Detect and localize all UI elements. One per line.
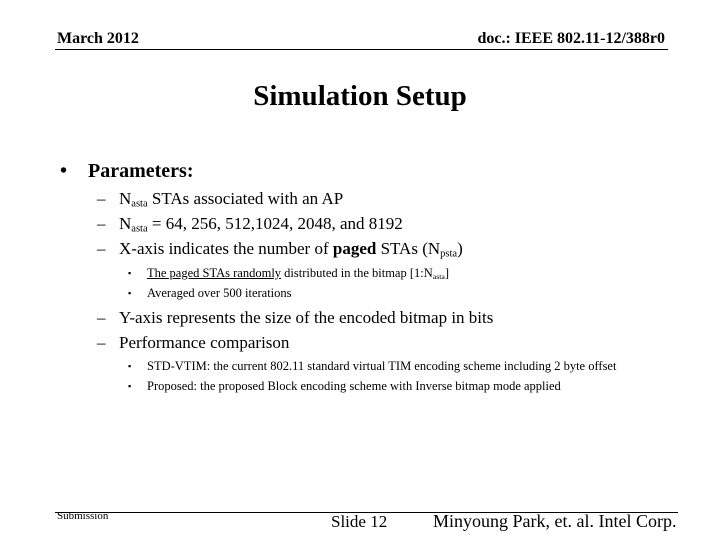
header-rule bbox=[55, 49, 668, 50]
text: Y-axis represents the size of the encoded bitmap in bits bbox=[119, 308, 494, 327]
dash-marker: – bbox=[97, 189, 106, 208]
subsub-item-random-distribution bbox=[128, 266, 449, 281]
text: ) bbox=[457, 239, 463, 258]
text: distributed in the bitmap [1:N bbox=[281, 266, 433, 280]
bold-text: paged bbox=[332, 239, 377, 258]
square-bullet-marker: ▪ bbox=[128, 361, 132, 371]
bullet-label: Parameters: bbox=[88, 160, 194, 182]
text: = 64, 256, 512,1024, 2048, and 8192 bbox=[147, 214, 403, 233]
text: Proposed: the proposed Block encoding scheme with Inverse bitmap mode applied bbox=[147, 379, 561, 393]
bullet-marker: • bbox=[60, 160, 68, 182]
footer-submission: Submission bbox=[57, 510, 109, 522]
text: X-axis indicates the number of bbox=[119, 239, 333, 258]
symbol-n: N bbox=[119, 214, 132, 233]
square-bullet-marker: ▪ bbox=[128, 288, 132, 298]
footer-slide-number: Slide 12 bbox=[331, 512, 388, 531]
subsub-item-std-vtim bbox=[128, 359, 616, 374]
subscript: asta bbox=[131, 223, 148, 235]
header-doc-id: doc.: IEEE 802.11-12/388r0 bbox=[477, 30, 665, 47]
sub-item-y-axis bbox=[97, 308, 493, 328]
subscript: asta bbox=[432, 271, 445, 281]
header-date: March 2012 bbox=[57, 30, 139, 47]
text: ] bbox=[444, 266, 449, 280]
dash-marker: – bbox=[97, 333, 106, 352]
text: STAs associated with an AP bbox=[147, 189, 344, 208]
symbol-n: N bbox=[119, 189, 132, 208]
subscript: asta bbox=[131, 198, 148, 210]
sub-item-performance-comparison bbox=[97, 333, 289, 353]
text: STAs (N bbox=[376, 239, 441, 258]
subsub-item-iterations bbox=[128, 286, 292, 301]
subscript: psta bbox=[440, 248, 458, 260]
text: STD-VTIM: the current 802.11 standard virtual TIM encoding scheme including 2 byte offset bbox=[147, 359, 617, 373]
sub-item-nasta-values bbox=[97, 214, 403, 234]
text: Performance comparison bbox=[119, 333, 290, 352]
square-bullet-marker: ▪ bbox=[128, 268, 132, 278]
square-bullet-marker: ▪ bbox=[128, 381, 132, 391]
underlined-text: The paged STAs randomly bbox=[147, 266, 282, 280]
slide-title: Simulation Setup bbox=[253, 80, 467, 112]
dash-marker: – bbox=[97, 308, 106, 327]
sub-item-nasta-associated bbox=[97, 189, 343, 209]
subsub-item-proposed bbox=[128, 379, 561, 394]
bullet-parameters bbox=[60, 160, 194, 183]
footer-author: Minyoung Park, et. al. Intel Corp. bbox=[433, 511, 677, 531]
sub-item-x-axis bbox=[97, 239, 463, 259]
dash-marker: – bbox=[97, 239, 106, 258]
text: Averaged over 500 iterations bbox=[147, 286, 292, 300]
dash-marker: – bbox=[97, 214, 106, 233]
